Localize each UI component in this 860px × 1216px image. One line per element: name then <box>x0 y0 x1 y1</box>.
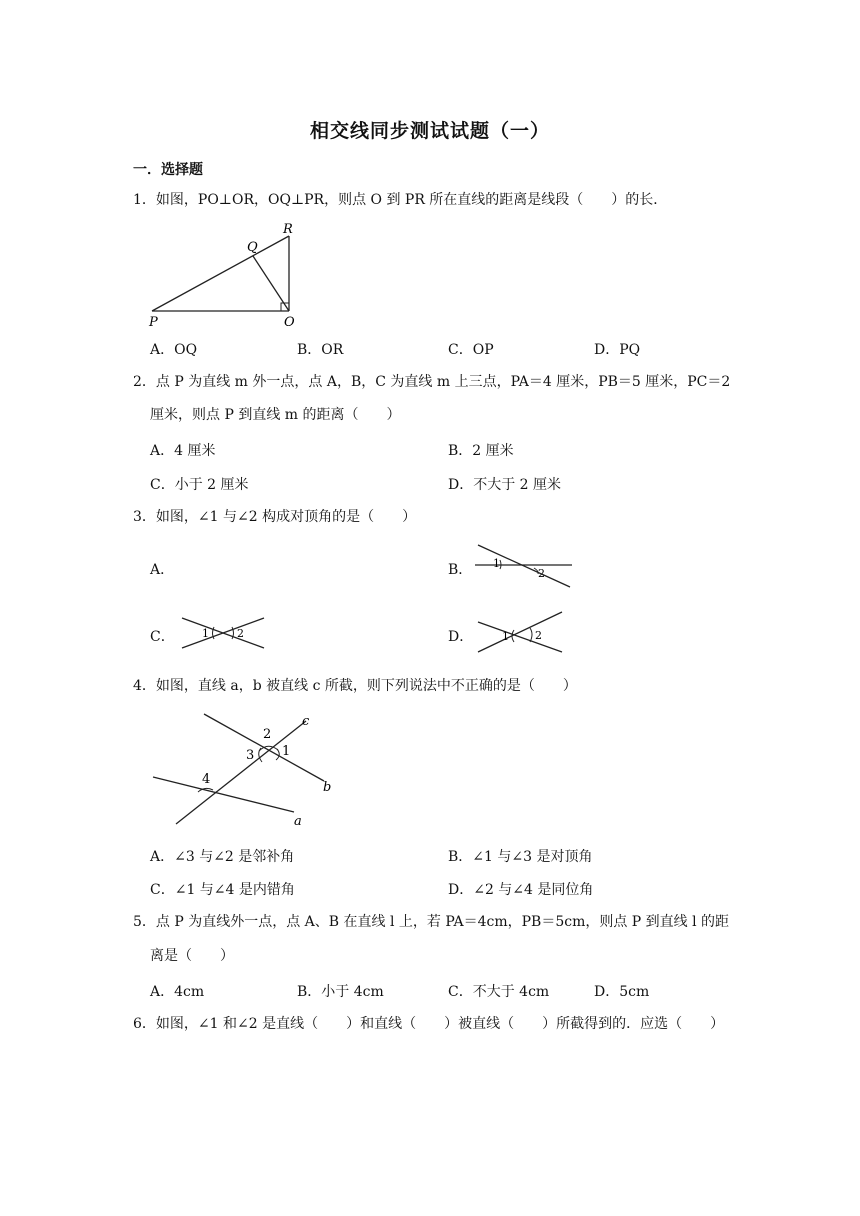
q2-option-b[interactable]: B．2 厘米 <box>448 443 514 459</box>
q4-option-b[interactable]: B．∠1 与∠3 是对顶角 <box>448 849 593 865</box>
q1-option-c[interactable]: C．OP <box>448 342 494 358</box>
label-P: P <box>149 315 158 330</box>
question-6-stem: 6．如图，∠1 和∠2 是直线（ ）和直线（ ）被直线（ ）所截得到的．应选（ ） <box>133 1016 725 1032</box>
label-b: b <box>323 780 332 795</box>
q2-option-c[interactable]: C．小于 2 厘米 <box>150 477 249 493</box>
label-O: O <box>284 315 295 330</box>
q3-option-a[interactable]: A． <box>150 562 175 578</box>
q1-option-a[interactable]: A．OQ <box>150 342 198 358</box>
q3b-angle-2: 2 <box>538 567 545 580</box>
q3-option-b[interactable]: B． <box>448 562 473 578</box>
q5-option-d[interactable]: D．5cm <box>594 984 650 1000</box>
q3-figure-c <box>176 614 268 652</box>
q1-option-b[interactable]: B．OR <box>297 342 344 358</box>
q1-option-d[interactable]: D．PQ <box>594 342 641 358</box>
q2-option-d[interactable]: D．不大于 2 厘米 <box>448 477 562 493</box>
angle-label-3: 3 <box>246 748 255 763</box>
q2-option-a[interactable]: A．4 厘米 <box>150 443 216 459</box>
question-5-stem-line1: 5．点 P 为直线外一点，点 A、B 在直线 l 上，若 PA＝4cm，PB＝5cm，则点 P 到直线 l 的距 <box>133 914 730 930</box>
question-1-figure <box>140 218 310 330</box>
question-3-stem: 3．如图，∠1 与∠2 构成对顶角的是（ ） <box>133 509 417 525</box>
q4-option-d[interactable]: D．∠2 与∠4 是同位角 <box>448 882 594 898</box>
question-2-stem-line2: 厘米，则点 P 到直线 m 的距离（ ） <box>150 407 401 423</box>
q3-option-c[interactable]: C． <box>150 629 175 645</box>
label-a: a <box>294 814 302 829</box>
q3b-angle-1: 1 <box>493 557 500 570</box>
angle-label-4: 4 <box>202 772 211 787</box>
question-5-stem-line2: 离是（ ） <box>150 948 234 964</box>
angle-label-1: 1 <box>282 744 291 759</box>
q3d-angle-2: 2 <box>535 629 542 642</box>
question-4-stem: 4．如图，直线 a，b 被直线 c 所截，则下列说法中不正确的是（ ） <box>133 678 577 694</box>
q3d-angle-1: 1 <box>502 630 509 643</box>
question-4-figure <box>148 706 338 834</box>
q4-option-c[interactable]: C．∠1 与∠4 是内错角 <box>150 882 295 898</box>
page-title: 相交线同步测试试题（一） <box>309 120 550 142</box>
q3-option-d[interactable]: D． <box>448 629 474 645</box>
question-2-stem-line1: 2．点 P 为直线 m 外一点，点 A，B，C 为直线 m 上三点，PA＝4 厘米，PB＝5 厘米，PC＝2 <box>133 374 731 390</box>
label-R: R <box>283 222 293 237</box>
q5-option-a[interactable]: A．4cm <box>150 984 205 1000</box>
section-heading: 一．选择题 <box>133 162 203 178</box>
label-c: c <box>302 714 310 729</box>
q5-option-c[interactable]: C．不大于 4cm <box>448 984 550 1000</box>
q3c-angle-2: 2 <box>237 627 244 640</box>
label-Q: Q <box>247 240 258 255</box>
q5-option-b[interactable]: B．小于 4cm <box>297 984 384 1000</box>
q3-figure-b <box>470 540 575 592</box>
question-1-stem: 1．如图，PO⊥OR，OQ⊥PR，则点 O 到 PR 所在直线的距离是线段（ ）的长． <box>133 192 668 208</box>
q3-figure-d <box>474 608 566 658</box>
angle-label-2: 2 <box>263 727 272 742</box>
q4-option-a[interactable]: A．∠3 与∠2 是邻补角 <box>150 849 295 865</box>
q3c-angle-1: 1 <box>202 627 209 640</box>
